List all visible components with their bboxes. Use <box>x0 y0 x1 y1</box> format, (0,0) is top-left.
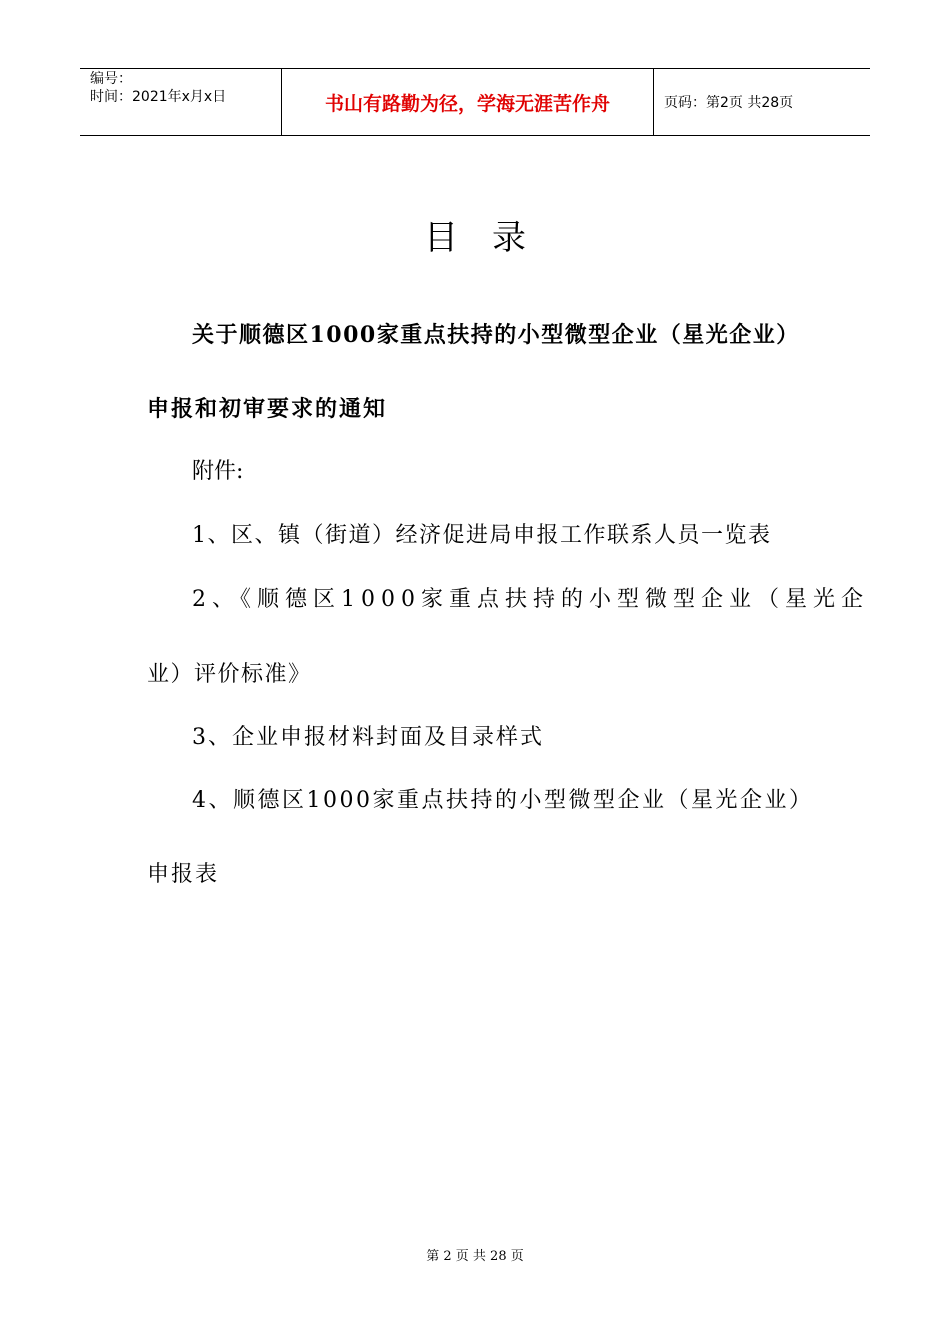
page-title: 目录 <box>424 218 560 258</box>
attachment-item-3: 3、企业申报材料封面及目录样式 <box>192 725 544 750</box>
header-meta-cell <box>80 69 282 135</box>
attachment-item-1: 1、区、镇（街道）经济促进局申报工作联系人员一览表 <box>192 523 772 548</box>
header-number-label: 编号： <box>90 71 132 87</box>
page-header <box>80 68 870 136</box>
header-page-info: 页码：第2页 共28页 <box>664 95 794 111</box>
attachment-item-4-line2: 申报表 <box>147 862 220 887</box>
notice-title-line1: 关于顺德区1000家重点扶持的小型微型企业（星光企业） <box>192 322 800 348</box>
attachments-label: 附件: <box>192 459 244 484</box>
header-time-label: 时间：2021年x月x日 <box>90 89 227 105</box>
notice-title-line2: 申报和初审要求的通知 <box>147 396 388 422</box>
attachment-item-4-line1: 4、顺德区1000家重点扶持的小型微型企业（星光企业） <box>192 788 814 813</box>
header-motto: 书山有路勤为径，学海无涯苦作舟 <box>282 69 654 135</box>
page-footer: 第 2 页 共 28 页 <box>426 1249 524 1264</box>
attachment-item-2-line2: 业）评价标准》 <box>147 662 312 687</box>
attachment-item-2-line1: 2、《顺德区1000家重点扶持的小型微型企业（星光企 <box>192 587 869 612</box>
